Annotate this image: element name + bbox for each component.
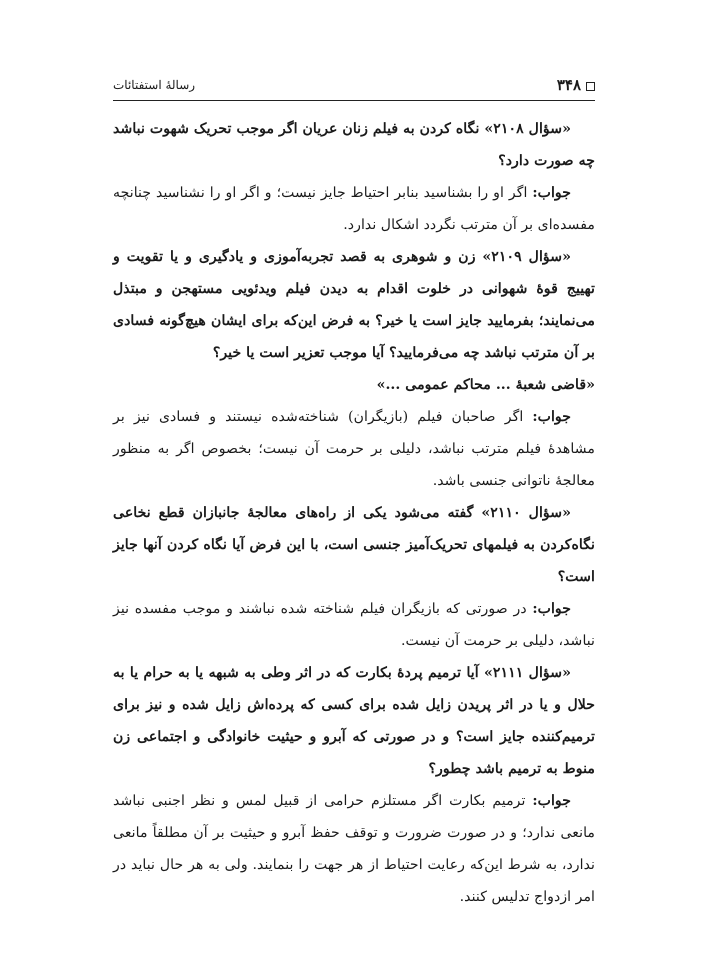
answer-text: ترمیم بکارت اگر مستلزم حرامی از قبیل لمس و نظر اجنبی نباشد مانعی ندارد؛ و در صورت ضرورت و توقف حفظ آبرو و حیثیت بر آن مطلقاً مانعی ندارد، به شرط این‌که رعایت احتیاط از هر جهت را بنمایند. ولی به هر حال نباید در امر ازدواج تدلیس کنند. — [113, 793, 595, 905]
answer-2110 — [113, 593, 595, 657]
square-bullet-icon — [586, 82, 595, 91]
answer-2111 — [113, 785, 595, 913]
page-number-text: ۳۴۸ — [556, 76, 581, 94]
page-body — [113, 113, 595, 913]
answer-label: جواب: — [532, 793, 571, 809]
answer-label: جواب: — [532, 409, 571, 425]
answer-label: جواب: — [532, 185, 571, 201]
answer-text: اگر صاحبان فیلم (بازیگران) شناخته‌شده نیستند و فسادی نیز بر مشاهدهٔ فیلم مترتب نباشد، دلیلی بر حرمت آن نیست؛ بخصوص اگر به منظور معالجهٔ ناتوانی جنسی باشد. — [113, 409, 595, 489]
question-signature: «قاضی شعبهٔ ... محاکم عمومی ...» — [376, 377, 595, 393]
answer-text: در صورتی که بازیگران فیلم شناخته شده نباشند و موجب مفسده نیز نباشد، دلیلی بر حرمت آن نیست. — [113, 601, 595, 649]
question-2110: «سؤال ۲۱۱۰» گفته می‌شود یکی از راه‌های معالجهٔ جانبازان قطع نخاعی نگاه‌کردن به فیلمهای تحریک‌آمیز جنسی است، با این فرض آیا نگاه کردن آنها جایز است؟ — [113, 505, 595, 585]
running-title: رسالهٔ استفتائات — [113, 78, 196, 92]
question-2109: «سؤال ۲۱۰۹» زن و شوهری به قصد تجربه‌آموزی و یادگیری و یا تقویت و تهییج قوهٔ شهوانی در خلوت اقدام به دیدن فیلم ویدئویی مستهجن و مبتذل می‌نمایند؛ بفرمایید جایز است یا خیر؟ به فرض این‌که برای ایشان هیچ‌گونه فسادی بر آن مترتب نباشد چه می‌فرمایید؟ آیا موجب تعزیر است یا خیر؟ — [113, 249, 595, 361]
answer-text: اگر او را بشناسید بنابر احتیاط جایز نیست؛ و اگر او را نشناسید چنانچه مفسده‌ای بر آن مترتب نگردد اشکال ندارد. — [113, 185, 595, 233]
question-2111: «سؤال ۲۱۱۱» آیا ترمیم پردهٔ بکارت که در اثر وطی به شبهه یا به حرام یا به حلال و یا در اثر پریدن زایل شده برای کسی که پرده‌اش زایل شده و نیز برای ترمیم‌کننده جایز است؟ و در صورتی که آبرو و حیثیت خانوادگی و اجتماعی زن منوط به ترمیم باشد چطور؟ — [113, 665, 595, 777]
question-2108: «سؤال ۲۱۰۸» نگاه کردن به فیلم زنان عریان اگر موجب تحریک شهوت نباشد چه صورت دارد؟ — [113, 121, 595, 169]
page-header — [113, 72, 595, 101]
answer-label: جواب: — [532, 601, 571, 617]
page-number — [557, 76, 595, 94]
answer-2109 — [113, 401, 595, 497]
answer-2108 — [113, 177, 595, 241]
